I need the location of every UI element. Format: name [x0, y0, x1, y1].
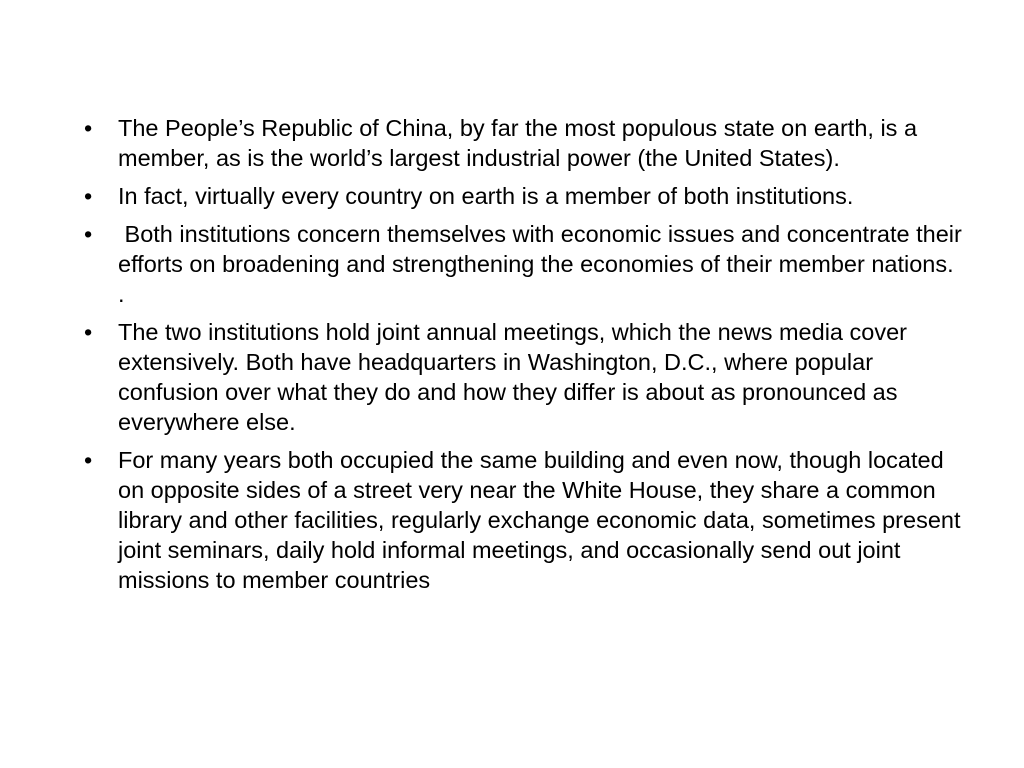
bullet-item [84, 181, 964, 211]
bullet-icon: • [84, 319, 93, 345]
bullet-item [84, 113, 964, 173]
bullet-text: In fact, virtually every country on earth is a member of both institutions. [118, 183, 854, 209]
bullet-text: Both institutions concern themselves with economic issues and concentrate their efforts on broadening and strengthening the economies of their member nations. . [118, 221, 969, 307]
bullet-item [84, 445, 968, 595]
bullet-text: The two institutions hold joint annual meetings, which the news media cover extensively. Both have headquarters in Washington, D.C., where popular confusion over what they do and how they differ is about as pronounced as everywhere else. [118, 319, 914, 435]
bullet-icon: • [84, 221, 93, 247]
bullet-list [84, 113, 969, 603]
bullet-icon: • [84, 115, 93, 141]
bullet-text: The People’s Republic of China, by far the most populous state on earth, is a member, as is the world’s largest industrial power (the United States). [118, 115, 924, 171]
bullet-item [84, 219, 969, 309]
bullet-icon: • [84, 447, 93, 473]
bullet-icon: • [84, 183, 93, 209]
bullet-item [84, 317, 964, 437]
bullet-text: For many years both occupied the same building and even now, though located on opposite sides of a street very near the White House, they share a common library and other facilities, regularly exchange economic data, sometimes present joint seminars, daily hold informal meetings, and occasionally send out joint missions to member countries [118, 447, 968, 593]
